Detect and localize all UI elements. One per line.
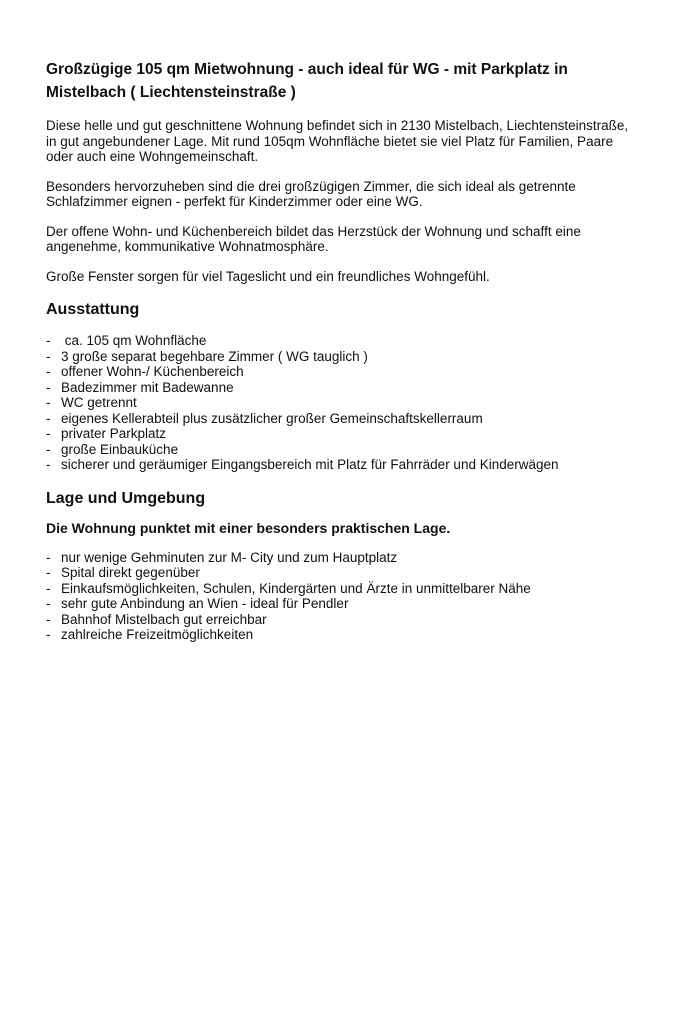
dash-marker: - bbox=[46, 457, 51, 472]
list-item bbox=[46, 426, 641, 442]
dash-marker: - bbox=[46, 348, 51, 364]
dash-marker: - bbox=[46, 565, 51, 580]
list-item-text: privater Parkplatz bbox=[61, 426, 167, 441]
list-item-text: offener Wohn-/ Küchenbereich bbox=[61, 364, 244, 379]
feature-list bbox=[46, 333, 641, 473]
list-item-text: Einkaufsmöglichkeiten, Schulen, Kindergärten und Ärzte in unmittelbarer Nähe bbox=[61, 580, 531, 596]
list-item bbox=[46, 550, 641, 566]
list-item bbox=[46, 442, 641, 458]
lage-lead-sentence: Die Wohnung punktet mit einer besonders praktischen Lage. bbox=[46, 519, 451, 536]
intro-paragraph-2: Besonders hervorzuheben sind die drei großzügigen Zimmer, die sich ideal als getrennte Schlafzimmer eignen - perfekt für Kinderzimmer oder eine WG. bbox=[46, 178, 576, 209]
dash-marker: - bbox=[46, 611, 51, 627]
list-item-text: eigenes Kellerabteil plus zusätzlicher großer Gemeinschaftskellerraum bbox=[61, 410, 483, 426]
list-item-text: Badezimmer mit Badewanne bbox=[61, 379, 234, 395]
list-item-text: sicherer und geräumiger Eingangsbereich mit Platz für Fahrräder und Kinderwägen bbox=[61, 457, 559, 472]
dash-marker: - bbox=[46, 395, 51, 410]
list-item bbox=[46, 612, 641, 628]
list-item bbox=[46, 349, 641, 365]
list-item-text: nur wenige Gehminuten zur M- City und zum Hauptplatz bbox=[61, 549, 398, 565]
list-item bbox=[46, 457, 641, 473]
dash-marker: - bbox=[46, 549, 51, 565]
dash-marker: - bbox=[46, 410, 51, 426]
list-item-text: sehr gute Anbindung an Wien - ideal für Pendler bbox=[61, 596, 349, 611]
dash-marker: - bbox=[46, 333, 51, 348]
dash-marker: - bbox=[46, 426, 51, 441]
dash-marker: - bbox=[46, 379, 51, 395]
list-item-text: Bahnhof Mistelbach gut erreichbar bbox=[61, 611, 267, 627]
intro-paragraph-4: Große Fenster sorgen für viel Tageslicht und ein freundliches Wohngefühl. bbox=[46, 268, 490, 284]
list-item-text: WC getrennt bbox=[61, 395, 137, 410]
list-item bbox=[46, 364, 641, 380]
list-item bbox=[46, 581, 641, 597]
list-item bbox=[46, 411, 641, 427]
dash-marker: - bbox=[46, 441, 51, 457]
list-item-text: 3 große separat begehbare Zimmer ( WG tauglich ) bbox=[61, 348, 368, 364]
list-item bbox=[46, 380, 641, 396]
section-heading-lage: Lage und Umgebung bbox=[46, 489, 206, 507]
list-item-text: große Einbauküche bbox=[61, 441, 179, 457]
list-item bbox=[46, 395, 641, 411]
intro-paragraph-1: Diese helle und gut geschnittene Wohnung befindet sich in 2130 Mistelbach, Liechtensteinstraße, in gut angebundener Lage. Mit rund 105qm Wohnfläche bietet sie viel Platz für Familien, Paare oder auch eine Wohngemeinschaft. bbox=[46, 118, 629, 164]
list-item bbox=[46, 565, 641, 581]
list-item bbox=[46, 627, 641, 643]
dash-marker: - bbox=[46, 596, 51, 611]
page-title: Großzügige 105 qm Mietwohnung - auch ideal für WG - mit Parkplatz in Mistelbach ( Liechtensteinstraße ) bbox=[46, 61, 568, 101]
list-item-text: Spital direkt gegenüber bbox=[61, 565, 200, 580]
section-heading-ausstattung: Ausstattung bbox=[46, 301, 140, 318]
dash-marker: - bbox=[46, 364, 51, 379]
list-item-text: zahlreiche Freizeitmöglichkeiten bbox=[61, 627, 254, 642]
intro-paragraph-3: Der offene Wohn- und Küchenbereich bildet das Herzstück der Wohnung und schafft eine angenehme, kommunikative Wohnatmosphäre. bbox=[46, 223, 581, 254]
location-list bbox=[46, 550, 641, 643]
list-item-text: ca. 105 qm Wohnfläche bbox=[61, 333, 207, 348]
dash-marker: - bbox=[46, 627, 51, 642]
list-item bbox=[46, 333, 641, 349]
dash-marker: - bbox=[46, 580, 51, 596]
list-item bbox=[46, 596, 641, 612]
